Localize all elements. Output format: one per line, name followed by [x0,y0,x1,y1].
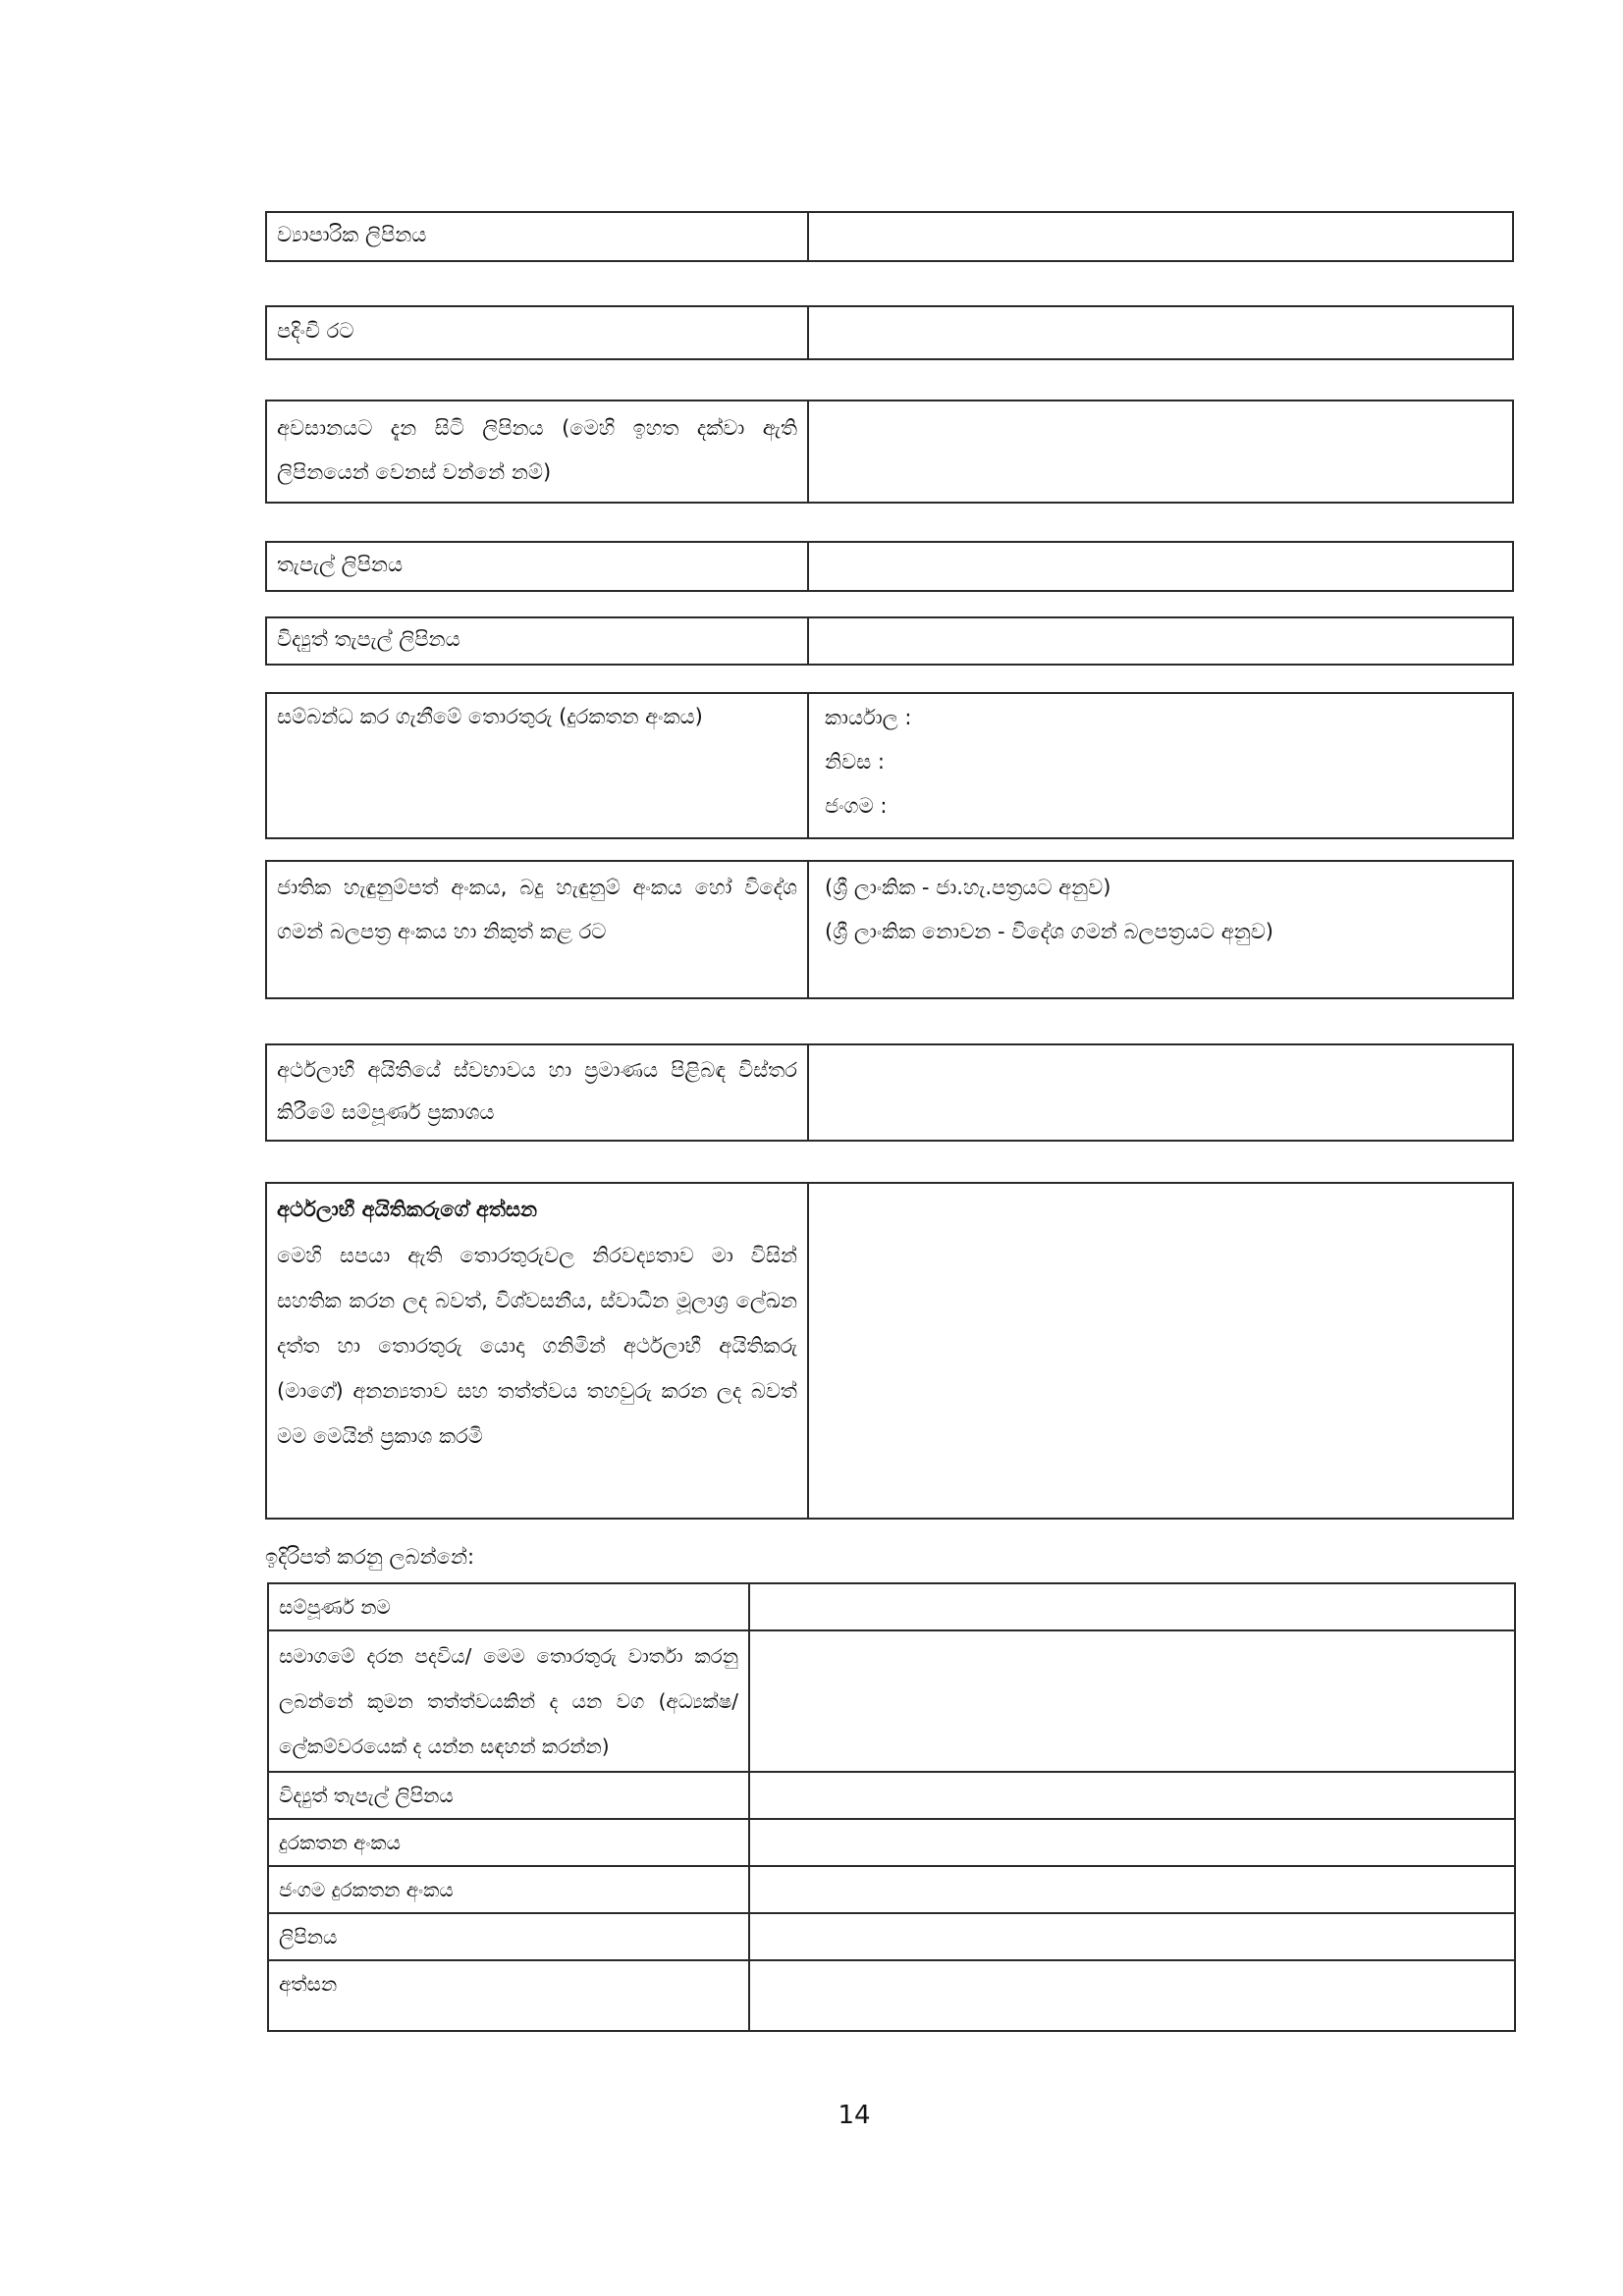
id-numbers-row [265,860,1514,999]
position-label: සමාගමේ දරන පදවිය/ මෙම තොරතුරු වාර්තා කරනු ලබන්නේ කුමන තත්ත්වයකින් ද යන වග (අධ්‍යක්ෂ/ ලේකම්වරයෙක් ද යන්න සඳහන් කරන්න) [269,1629,750,1771]
full-name-value[interactable] [750,1584,1514,1629]
submitter-email-value[interactable] [750,1771,1514,1818]
country-of-residence-label: පදිංචි රට [267,307,809,358]
ownership-statement-value[interactable] [809,1045,1512,1140]
postal-address-value[interactable] [809,543,1512,590]
id-note-foreign: (ශ්‍රී ලාංකික නොවන - විදේශ ගමන් බලපත්‍රයට අනුව) [825,920,1273,943]
email-address-value[interactable] [809,618,1512,664]
last-known-address-row [265,400,1514,504]
ownership-statement-row [265,1043,1514,1142]
mobile-value[interactable] [750,1865,1514,1912]
contact-info-values [809,694,1512,837]
id-numbers-label: ජාතික හැඳුනුම්පත් අංකය, බදු හැඳුනුම් අංකය හෝ විදේශ ගමන් බලපත්‍ර අංකය හා නිකුත් කළ රට [267,862,809,997]
business-address-row [265,211,1514,262]
position-value[interactable] [750,1629,1514,1771]
contact-info-row [265,692,1514,839]
full-name-label: සම්පූර්ණ නම [269,1584,750,1629]
page-number: 14 [838,2101,871,2130]
telephone-value[interactable] [750,1818,1514,1865]
id-note-srilankan: (ශ්‍රී ලාංකික - ජා.හැ.පත්‍රයට අනුව) [825,876,1111,899]
beneficiary-signature-row [265,1182,1514,1520]
signature-label: අත්සන [269,1959,750,2030]
country-of-residence-row [265,305,1514,360]
email-address-row [265,616,1514,666]
postal-address-label: තැපැල් ලිපිනය [267,543,809,590]
business-address-label: ව්‍යාපාරික ලිපිනය [267,213,809,260]
declaration-text: මෙහි සපයා ඇති තොරතුරුවල නිරවද්‍යතාව මා විසින් සහතික කරන ලද බවත්, විශ්වසනීය, ස්වාධීන මූලාශ්‍ර ලේඛන දත්ත හා තොරතුරු යොදා ගනිමින් අර්ථලාභී අයිතිකරු (මාගේ) අනන්‍යතාව සහ තත්ත්වය තහවුරු කරන ලද බවත් මම මෙයින් ප්‍රකාශ කරමි [277,1244,797,1448]
ownership-statement-label: අර්ථලාභී අයිතියේ ස්වභාවය හා ප්‍රමාණය පිළිබඳ විස්තර කිරීමේ සම්පූර්ණ ප්‍රකාශය [267,1045,809,1140]
submitter-email-label: විද්‍යුත් තැපැල් ලිපිනය [269,1771,750,1818]
submitted-by-table [267,1582,1516,2032]
beneficiary-signature-block [267,1184,809,1518]
signature-value[interactable] [750,1959,1514,2030]
address-value[interactable] [750,1912,1514,1959]
submitted-by-intro: ඉදිරිපත් කරනු ලබන්නේ: [265,1545,475,1569]
last-known-address-label: අවසානයට දැන සිටි ලිපිනය (මෙහි ඉහත දක්වා ඇති ලිපිනයෙන් වෙනස් වන්නේ නම්) [267,401,809,502]
mobile-label: ජංගම දුරකතන අංකය [269,1865,750,1912]
contact-office-label: කාර්යාල : [825,706,912,729]
postal-address-row [265,541,1514,592]
id-numbers-notes [809,862,1512,997]
last-known-address-value[interactable] [809,401,1512,502]
contact-mobile-label: ජංගම : [825,794,888,818]
contact-info-label: සම්බන්ධ කර ගැනීමේ තොරතුරු (දුරකතන අංකය) [267,694,809,837]
telephone-label: දුරකතන අංකය [269,1818,750,1865]
beneficiary-signature-value[interactable] [809,1184,1512,1518]
beneficiary-signature-label: අර්ථලාභී අයිතිකරුගේ අත්සන [277,1198,538,1221]
contact-home-label: නිවස : [825,750,886,774]
country-of-residence-value[interactable] [809,307,1512,358]
address-label: ලිපිනය [269,1912,750,1959]
business-address-value[interactable] [809,213,1512,260]
email-address-label: විද්‍යුත් තැපැල් ලිපිනය [267,618,809,664]
